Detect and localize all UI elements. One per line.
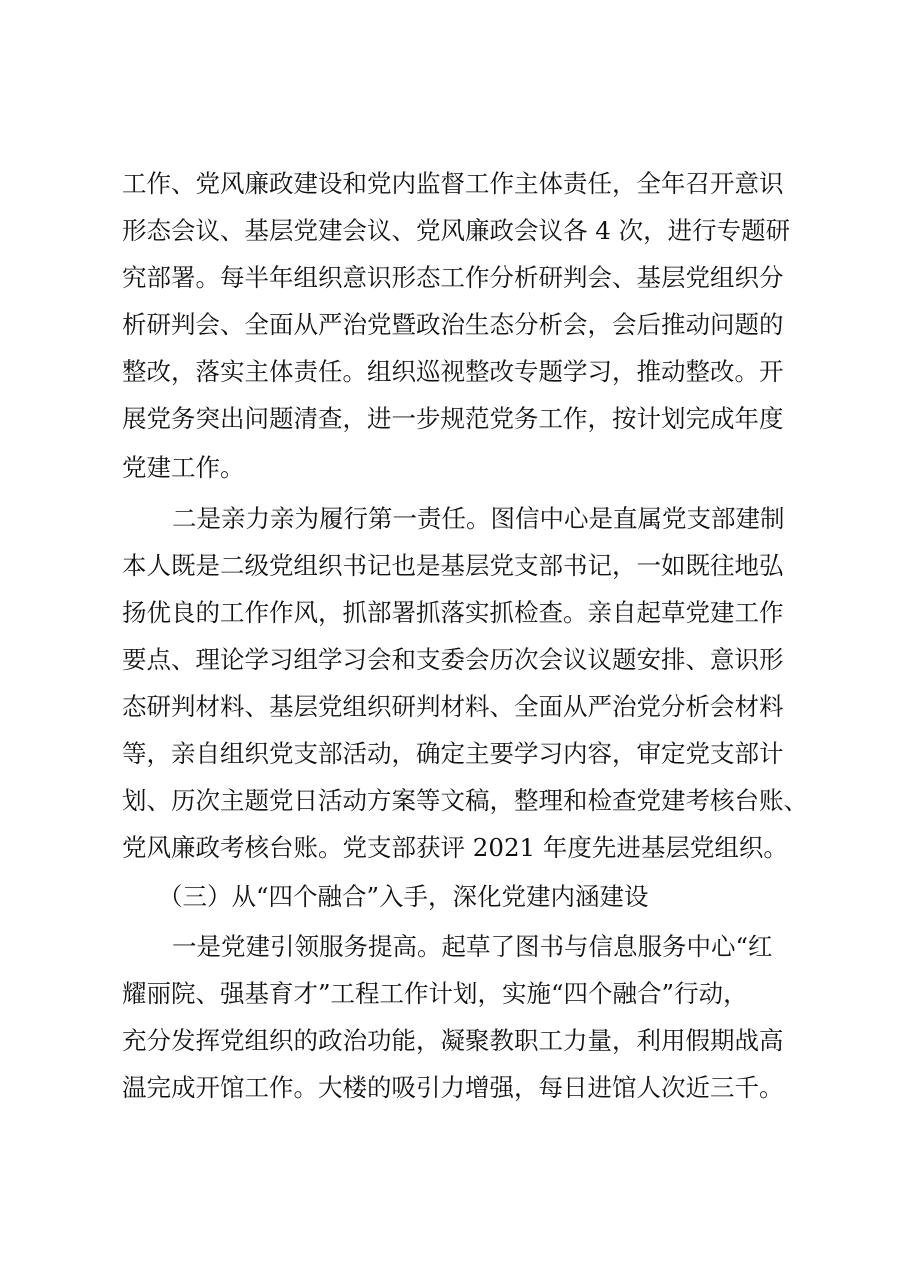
text-line: 本人既是二级党组织书记也是基层党支部书记，一如既往地弘: [122, 551, 784, 580]
text-line: 党建工作。: [122, 453, 245, 482]
paragraph-first-line: 一是党建引领服务提高。起草了图书与信息服务中心“红: [172, 932, 773, 961]
text-line: 温完成开馆工作。大楼的吸引力增强，每日进馆人次近三千。: [122, 1073, 784, 1102]
text-line: 扬优良的工作作风，抓部署抓落实抓检查。亲自起草党建工作: [122, 598, 784, 627]
text-line: 工作、党风廉政建设和党内监督工作主体责任，全年召开意识: [122, 169, 784, 198]
text-line: 党风廉政考核台账。党支部获评 2021 年度先进基层党组织。: [122, 833, 788, 862]
text-line: 整改，落实主体责任。组织巡视整改专题学习，推动整改。开: [122, 357, 784, 386]
text-line: 展党务突出问题清查，进一步规范党务工作，按计划完成年度: [122, 404, 784, 433]
text-line: 等，亲自组织党支部活动，确定主要学习内容，审定党支部计: [122, 739, 784, 768]
text-line: 耀丽院、强基育才”工程工作计划，实施“四个融合”行动，: [122, 979, 748, 1008]
section-heading: （三）从“四个融合”入手，深化党建内涵建设: [158, 882, 649, 911]
text-line: 析研判会、全面从严治党暨政治生态分析会，会后推动问题的: [122, 310, 784, 339]
text-line: 划、历次主题党日活动方案等文稿，整理和检查党建考核台账、: [122, 786, 808, 815]
paragraph-first-line: 二是亲力亲为履行第一责任。图信中心是直属党支部建制: [172, 504, 785, 533]
text-line: 态研判材料、基层党组织研判材料、全面从严治党分析会材料: [122, 692, 784, 721]
text-line: 充分发挥党组织的政治功能，凝聚教职工力量，利用假期战高: [122, 1026, 784, 1055]
text-line: 形态会议、基层党建会议、党风廉政会议各 4 次，进行专题研: [122, 216, 791, 245]
text-line: 究部署。每半年组织意识形态工作分析研判会、基层党组织分: [122, 263, 784, 292]
text-line: 要点、理论学习组学习会和支委会历次会议议题安排、意识形: [122, 645, 784, 674]
